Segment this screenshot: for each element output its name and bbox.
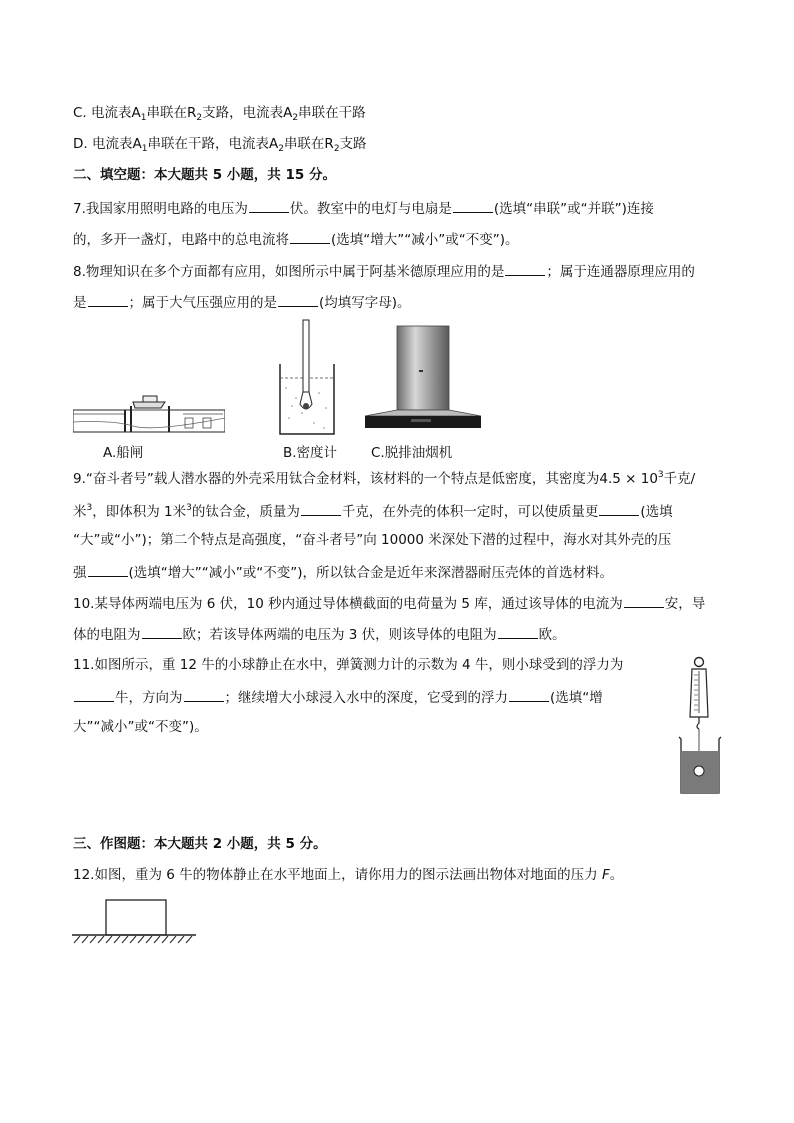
answer-blank[interactable] [88, 292, 128, 307]
question-8-line-2: 是 ；属于大气压强应用的是 (均填写字母)。 [73, 292, 411, 312]
question-7-line-2: 的，多开一盏灯，电路中的总电流将 (选填“增大”“减小”或“不变”)。 [73, 229, 519, 249]
section-3-title: 三、作图题：本大题共 2 小题，共 5 分。 [73, 836, 327, 852]
option-c: C. 电流表$A_1$串联在$R_2$支路，电流表$A_2$串联在干路 [73, 105, 366, 123]
question-9-line-3: “大”或“小”)；第二个特点是高强度，“奋斗者号”向 10000 米深处下潜的过程中，海水对其外壳的压 [73, 532, 672, 548]
question-9-line-4: 强 (选填“增大”“减小”或“不变”)，所以钛合金是近年来深潜器耐压壳体的首选材料。 [73, 562, 613, 582]
question-10-line-1: 10.某导体两端电压为 6 伏，10 秒内通过导体横截面的电荷量为 5 库，通过该导体的电流为 安，导 [73, 593, 705, 613]
question-11-line-1: 11.如图所示，重 12 牛的小球静止在水中，弹簧测力计的示数为 4 牛，则小球受到的浮力为 [73, 657, 624, 673]
range-hood-figure [361, 324, 483, 438]
answer-blank[interactable] [290, 229, 330, 244]
question-12-text: 12.如图，重为 6 牛的物体静止在水平地面上，请你用力的图示法画出物体对地面的压力 F。 [73, 867, 624, 883]
caption-b: B.密度计 [283, 445, 338, 461]
question-8-line-1: 8.物理知识在多个方面都有应用，如图所示中属于阿基米德原理应用的是 ；属于连通器原理应用的 [73, 261, 695, 281]
caption-a: A.船闸 [103, 445, 144, 461]
question-9-line-1: 9.“奋斗者号”载人潜水器的外壳采用钛合金材料，该材料的一个特点是低密度，其密度为$4.5 \times 10^3$千克/ [73, 470, 696, 487]
answer-blank[interactable] [142, 624, 182, 639]
answer-blank[interactable] [599, 501, 639, 516]
section-2-title: 二、填空题：本大题共 5 小题，共 15 分。 [73, 167, 336, 183]
question-11-line-2: 牛，方向为 ；继续增大小球浸入水中的深度，它受到的浮力 (选填“增 [73, 687, 603, 707]
option-d: D. 电流表$A_1$串联在干路，电流表$A_2$串联在$R_2$支路 [73, 136, 367, 154]
answer-blank[interactable] [249, 198, 289, 213]
question-10-line-2: 体的电阻为 欧；若该导体两端的电压为 3 伏，则该导体的电阻为 欧。 [73, 624, 566, 644]
hydrometer-figure [274, 318, 340, 438]
block-on-ground-figure [72, 898, 198, 948]
question-9-line-2: 米$^3$，即体积为 1米$^3$的钛合金，质量为 千克，在外壳的体积一定时，可以使质量更 (选填 [73, 503, 673, 520]
answer-blank[interactable] [184, 687, 224, 702]
answer-blank[interactable] [498, 624, 538, 639]
question-11-line-3: 大”“减小”或“不变”)。 [73, 719, 208, 735]
answer-blank[interactable] [278, 292, 318, 307]
answer-blank[interactable] [509, 687, 549, 702]
question-7-line-1: 7.我国家用照明电路的电压为 伏。教室中的电灯与电扇是 (选填“串联”或“并联”)连接 [73, 198, 654, 218]
answer-blank[interactable] [453, 198, 493, 213]
answer-blank[interactable] [88, 562, 128, 577]
answer-blank[interactable] [624, 593, 664, 608]
ship-lock-figure [73, 388, 225, 438]
answer-blank[interactable] [74, 687, 114, 702]
answer-blank[interactable] [301, 501, 341, 516]
spring-scale-figure [675, 655, 725, 797]
caption-c: C.脱排油烟机 [371, 445, 453, 461]
answer-blank[interactable] [505, 261, 545, 276]
